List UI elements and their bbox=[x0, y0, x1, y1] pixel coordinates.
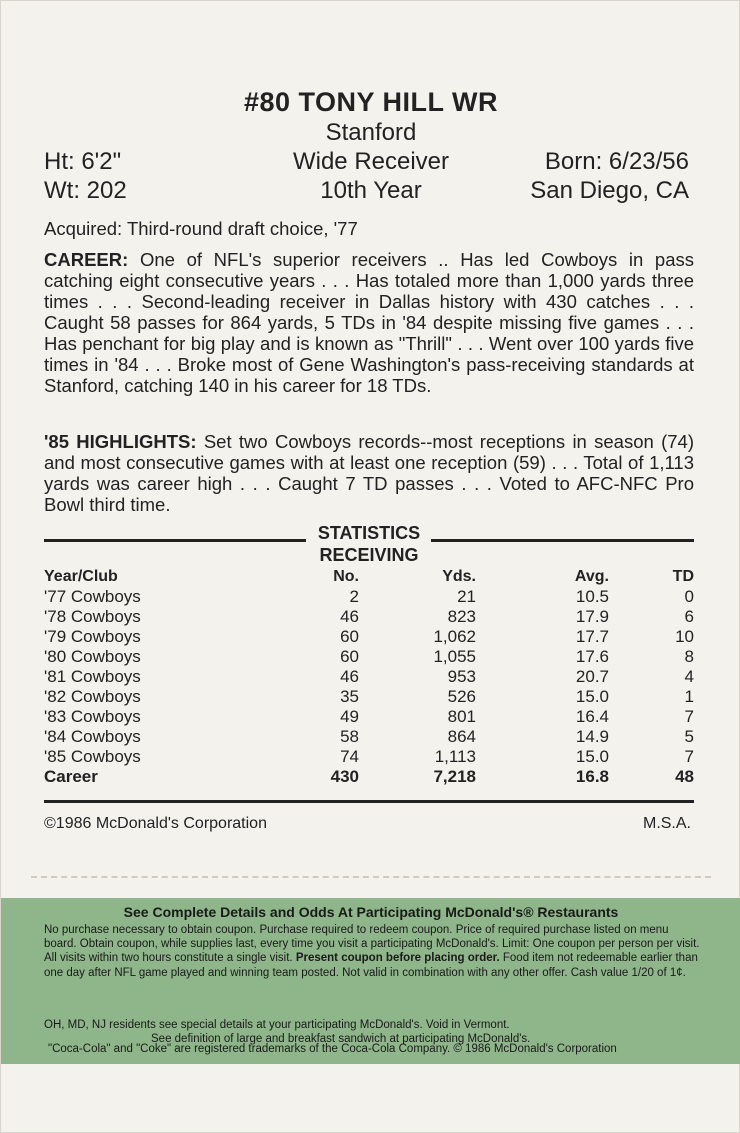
cell: 8 bbox=[684, 647, 694, 666]
cell: 46 bbox=[340, 667, 359, 686]
cell: '83 Cowboys bbox=[44, 707, 141, 726]
cell: 15.0 bbox=[575, 747, 609, 766]
cell: 5 bbox=[684, 727, 694, 746]
cell: 21 bbox=[457, 587, 476, 606]
career-label: CAREER: bbox=[44, 249, 129, 270]
cell: '79 Cowboys bbox=[44, 627, 141, 646]
cell: '80 Cowboys bbox=[44, 647, 141, 666]
col-td: TD bbox=[672, 568, 694, 585]
cell: 17.9 bbox=[575, 607, 609, 626]
cell: 2 bbox=[349, 587, 359, 606]
cell: 16.4 bbox=[575, 707, 609, 726]
cell: '85 Cowboys bbox=[44, 747, 141, 766]
cell: Career bbox=[44, 767, 98, 786]
table-row bbox=[44, 747, 694, 767]
cell: 20.7 bbox=[575, 667, 609, 686]
cell: 60 bbox=[340, 627, 359, 646]
cell: 1 bbox=[684, 687, 694, 706]
college: Stanford bbox=[325, 119, 417, 146]
table-row bbox=[44, 607, 694, 627]
years-pro: 10th Year bbox=[320, 177, 422, 204]
table-row bbox=[44, 667, 694, 687]
table-row bbox=[44, 707, 694, 727]
col-yds: Yds. bbox=[442, 568, 476, 585]
table-row bbox=[44, 627, 694, 647]
cell: 48 bbox=[675, 767, 694, 786]
table-row bbox=[44, 587, 694, 607]
highlights-paragraph bbox=[44, 431, 694, 515]
cell: '81 Cowboys bbox=[44, 667, 141, 686]
birth-date: Born: 6/23/56 bbox=[544, 148, 689, 175]
cell: 7,218 bbox=[433, 767, 476, 786]
cell: 430 bbox=[330, 767, 359, 786]
coupon-definition-note: See definition of large and breakfast sandwich at participating McDonald's. bbox=[151, 1033, 531, 1045]
cell: 0 bbox=[684, 587, 694, 606]
cell: 74 bbox=[340, 747, 359, 766]
cell: 823 bbox=[447, 607, 476, 626]
cell: 46 bbox=[340, 607, 359, 626]
coupon-terms bbox=[44, 923, 702, 980]
career-total-row bbox=[44, 767, 694, 787]
stats-heading: STATISTICS bbox=[317, 523, 421, 543]
highlights-text: Set two Cowboys records--most receptions in season (74) and most consecutive games with at least one reception (59) . . . Total of 1,113 yards was career high . . . Caught 7 TD passes . . . Voted to AFC-NFC Pro Bowl third time. bbox=[44, 431, 695, 515]
cell: '78 Cowboys bbox=[44, 607, 141, 626]
cell: 864 bbox=[447, 727, 476, 746]
cell: 801 bbox=[447, 707, 476, 726]
cell: 49 bbox=[340, 707, 359, 726]
cell: '82 Cowboys bbox=[44, 687, 141, 706]
cell: 17.6 bbox=[575, 647, 609, 666]
stats-subheading: RECEIVING bbox=[319, 545, 419, 565]
cell: 17.7 bbox=[575, 627, 609, 646]
perforation-line bbox=[31, 876, 711, 878]
cell: '77 Cowboys bbox=[44, 587, 141, 606]
height: Ht: 6'2" bbox=[44, 148, 122, 175]
coupon-terms-bold: Present coupon before placing order. bbox=[295, 952, 500, 965]
cell: 35 bbox=[340, 687, 359, 706]
cell: 58 bbox=[340, 727, 359, 746]
table-row bbox=[44, 687, 694, 707]
cell: 953 bbox=[447, 667, 476, 686]
cell: 1,113 bbox=[434, 747, 476, 766]
career-text: One of NFL's superior receivers .. Has led Cowboys in pass catching eight consecutive years . . . Has totaled more than 1,000 yards three times . . . Second-leading receiver in Dallas history with 430 catches . . . Caught 58 passes for 864 yards, 5 TDs in '84 despite missing five games . . . Has penchant for big play and is known as "Thrill" . . . Went over 100 yards five times in '84 . . . Broke most of Gene Washington's pass-receiving standards at Stanford, catching 140 in his career for 18 TDs. bbox=[44, 249, 694, 396]
cell: 1,062 bbox=[433, 627, 476, 646]
coupon-states-note: OH, MD, NJ residents see special details at your participating McDonald's. Void in Vermont. bbox=[44, 1019, 510, 1031]
cell: 526 bbox=[447, 687, 476, 706]
cell: 4 bbox=[684, 667, 694, 686]
cell: 60 bbox=[340, 647, 359, 666]
col-avg: Avg. bbox=[574, 568, 609, 585]
career-paragraph bbox=[44, 249, 694, 396]
cell: 1,055 bbox=[433, 647, 476, 666]
position: Wide Receiver bbox=[292, 148, 450, 175]
coupon-trademark-note: "Coca-Cola" and "Coke" are registered trademarks of the Coca-Cola Company. © 1986 McDonald's Corporation bbox=[48, 1043, 617, 1055]
table-header-row bbox=[44, 567, 694, 587]
cell: 7 bbox=[684, 707, 694, 726]
col-year-club: Year/Club bbox=[44, 568, 118, 585]
printer-code: M.S.A. bbox=[642, 815, 691, 832]
acquired: Acquired: Third-round draft choice, '77 bbox=[44, 218, 358, 239]
coupon-terms-b: Food item not redeemable earlier than one day after NFL game played and winning team posted. Not valid in combination with any other offer. Cash value 1/20 of 1¢. bbox=[44, 952, 698, 979]
cell: 7 bbox=[684, 747, 694, 766]
coupon-terms-a: No purchase necessary to obtain coupon. Purchase required to redeem coupon. Price of required purchase listed on menu board. Obtain coupon, while supplies last, every time you visit a participating McDonald's. Limit: One coupon per person per visit. All visits within two hours constitute a single visit. bbox=[44, 924, 700, 965]
cell: 15.0 bbox=[575, 687, 609, 706]
highlights-label: '85 HIGHLIGHTS: bbox=[44, 431, 197, 452]
copyright: ©1986 McDonald's Corporation bbox=[44, 815, 267, 832]
table-row bbox=[44, 647, 694, 667]
receiving-stats-table bbox=[44, 567, 694, 787]
cell: 10.5 bbox=[575, 587, 609, 606]
stats-bottom-rule bbox=[44, 800, 694, 803]
cell: '84 Cowboys bbox=[44, 727, 141, 746]
cell: 6 bbox=[684, 607, 694, 626]
birthplace: San Diego, CA bbox=[530, 177, 689, 204]
table-row bbox=[44, 727, 694, 747]
coupon-title: See Complete Details and Odds At Participating McDonald's® Restaurants bbox=[123, 904, 619, 920]
cell: 16.8 bbox=[575, 767, 609, 786]
cell: 14.9 bbox=[575, 727, 609, 746]
col-no: No. bbox=[333, 568, 359, 585]
cell: 10 bbox=[675, 627, 694, 646]
player-title: #80 TONY HILL WR bbox=[243, 87, 499, 117]
weight: Wt: 202 bbox=[44, 177, 127, 204]
